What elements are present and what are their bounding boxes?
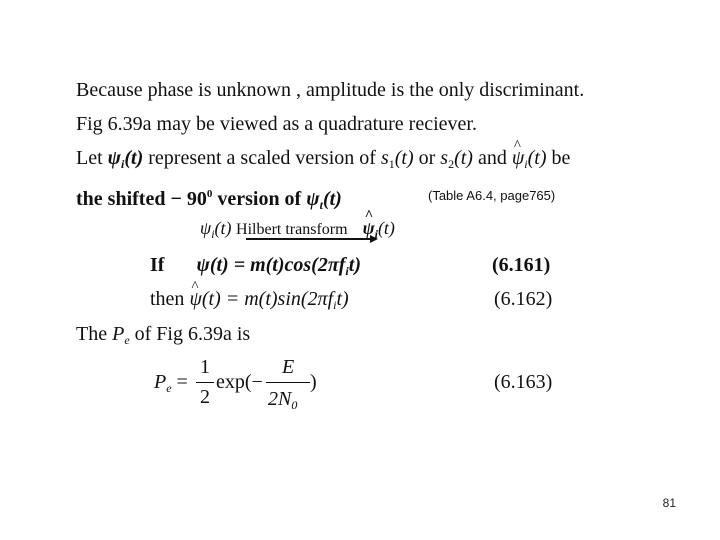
hilbert-arrow-head: [370, 235, 378, 243]
the-word: The: [76, 323, 108, 345]
line-quadrature-receiver: Fig 6.39a may be viewed as a quadrature reciever.: [76, 113, 477, 135]
hilbert-psi-sub: i: [211, 227, 215, 241]
eq-number-6-163: (6.163): [494, 371, 553, 393]
if-word: If: [150, 254, 165, 276]
page-number: 81: [662, 496, 676, 510]
s1-arg: (t): [394, 147, 414, 169]
psi-hat-arg: (t): [527, 147, 547, 169]
eq-number-6-162: (6.162): [494, 288, 553, 310]
formula-exp: exp(−: [216, 371, 263, 393]
formula-equals: =: [176, 371, 188, 393]
then-word: then: [150, 288, 185, 310]
hilbert-label: Hilbert transform: [236, 221, 348, 238]
psi-symbol-2: ψ: [306, 188, 320, 210]
den-2n: 2N: [268, 388, 292, 410]
hilbert-psi: ψ: [200, 218, 212, 238]
fraction-bar-1: [196, 382, 214, 383]
be-word: be: [551, 147, 571, 169]
formula-pe: [154, 370, 188, 400]
hilbert-psi-hat-sub: i: [374, 227, 378, 241]
formula-pe-sub: e: [166, 381, 172, 395]
psi-subscript-2: t: [319, 198, 323, 212]
fraction-bar-2: [266, 382, 310, 383]
fraction-denominator-1: 2: [200, 386, 210, 408]
s2-arg: (t): [454, 147, 473, 169]
degree-superscript: 0: [206, 188, 213, 200]
s2-symbol: s: [440, 147, 449, 169]
fraction-numerator-e: E: [282, 356, 295, 378]
psi-subscript: i: [121, 157, 125, 171]
den-2n-sub: 0: [291, 398, 298, 412]
hilbert-psi-hat: ^ ψ: [363, 216, 375, 240]
hilbert-psi-arg: (t): [214, 218, 232, 238]
line-shifted-version: [76, 182, 342, 217]
fraction-numerator-1: 1: [200, 356, 210, 378]
hilbert-line: [200, 216, 395, 246]
pe-line: [76, 322, 250, 352]
hilbert-psi-hat-arg: (t): [377, 218, 395, 238]
then-equation: (t) = m(t)sin(2πf: [201, 288, 334, 310]
psi-hat-symbol: ^ ψ: [512, 146, 524, 170]
then-psi-hat: ^ ψ: [189, 287, 201, 311]
formula-close-paren: ): [310, 371, 317, 393]
if-line: [150, 253, 361, 283]
fraction-denominator-2n0: [268, 387, 297, 417]
if-equation: ψ(t) = m(t)cos(2πf: [196, 254, 346, 276]
line-let-psi: [76, 146, 570, 176]
then-line: [150, 287, 349, 317]
pe-symbol: P: [112, 323, 125, 345]
psi-arg: (t): [124, 147, 144, 169]
shifted-text: the shifted − 90: [76, 188, 207, 210]
s1-subscript: 1: [388, 157, 395, 171]
if-equation-end: t): [348, 254, 361, 276]
hilbert-arrow-shaft: [246, 238, 372, 240]
scaled-version-text: represent a scaled version of: [148, 147, 376, 169]
then-equation-sub: i: [333, 298, 337, 312]
eq-number-6-161: (6.161): [492, 254, 551, 276]
s1-symbol: s: [380, 147, 389, 169]
formula-pe-symbol: P: [154, 371, 167, 393]
and-word: and: [477, 147, 507, 169]
psi-arg-2: (t): [322, 188, 342, 210]
then-equation-end: t): [336, 288, 349, 310]
or-word: or: [418, 147, 436, 169]
if-equation-sub: i: [345, 264, 349, 278]
pe-subscript: e: [124, 333, 130, 347]
psi-hat-subscript: i: [524, 157, 528, 171]
let-word: Let: [76, 147, 103, 169]
version-of-text: version of: [217, 188, 302, 210]
fig-text: of Fig 6.39a is: [134, 323, 251, 345]
table-reference: (Table A6.4, page765): [428, 188, 556, 203]
line-phase-unknown: Because phase is unknown , amplitude is the only discriminant.: [76, 79, 585, 101]
s2-subscript: 2: [448, 157, 455, 171]
psi-symbol: ψ: [107, 147, 122, 169]
